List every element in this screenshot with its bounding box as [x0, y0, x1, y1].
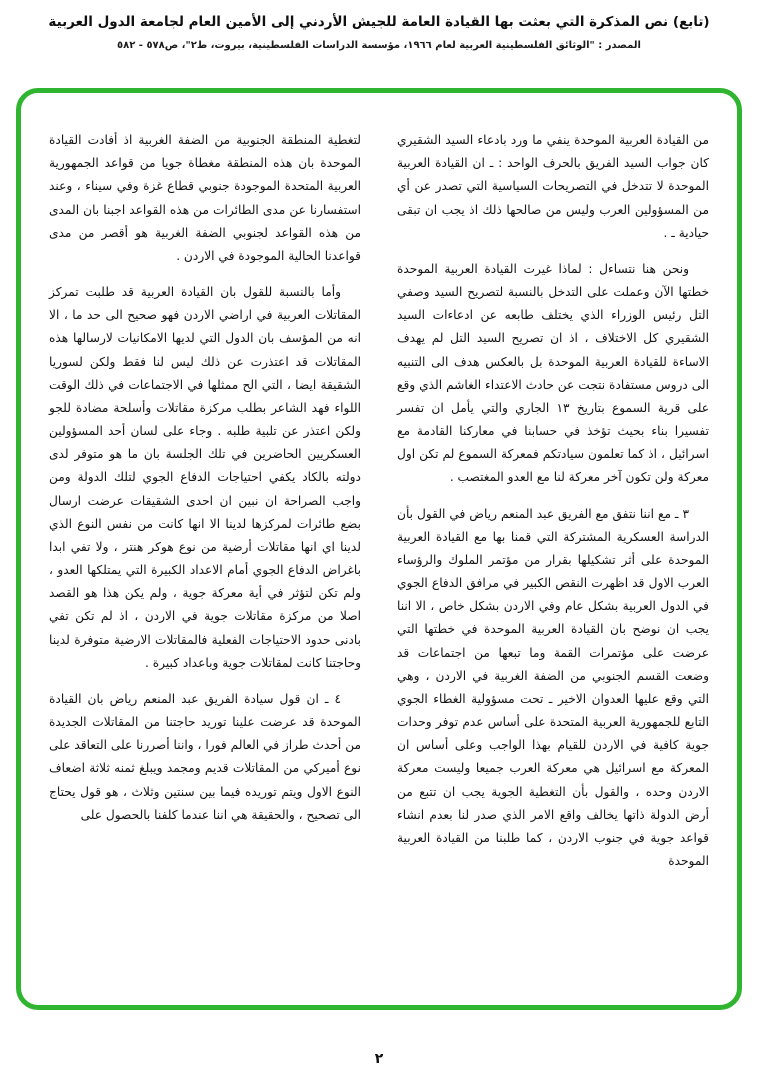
- text-columns: [21, 93, 737, 1005]
- paragraph-continuation: لتغطية المنطقة الجنوبية من الضفة الغربية اذ أفادت القيادة الموحدة بان هذه المنطقة مغطاة جويا من قواعد الجمهورية العربية المتحدة الموجودة جنوبي قطاع غزة وفي سيناء ، وعند استفسارنا عن مدى الطائرات من هذه القواعد اجبنا بان المدى من هذه القواعد لجنوبي الضفة الغربية هو أقصر من مدى قواعدنا الحالية الموجودة في الاردن .: [49, 133, 361, 263]
- paragraph: وأما بالنسبة للقول بان القيادة العربية قد طلبت تمركز المقاتلات العربية في اراضي الاردن فهو صحيح الى حد ما ، الا انه من المؤسف بان الدول التي لديها الامكانيات لارسالها هذه المقاتلات قد اعتذرت عن ذلك ليس لنا فقط ولكن لسوريا الشقيقة ايضا ، التي الح ممثلها في الاجتماعات في ذلك الوقت اللواء فهد الشاعر بطلب مركزة مقاتلات وأسلحة مضادة للجو ولكن اعتذر عن تلبية طلبه . وجاء على لسان أحد المسؤولين العسكريين الحاضرين في تلك الجلسة بان ما هو متوفر لدى دولته بالكاد يكفي احتياجات الدفاع الجوي لتلك الدولة ومن واجب الصراحة ان نبين ان احدى الشقيقات عرضت ارسال بضع طائرات لمركزها لدينا الا انها كانت من نفس النوع الذي لدينا اي انها مقاتلات أرضية من نوع هوكر هنتر ، ولا تفي ابدا باغراض الدفاع الجوي أمام الاعداد الكبيرة التي يمتلكها العدو ، ولم تكن لتؤثر في أية معركة جوية ، ولم يكن هذا هو القصد اصلا من مركزة مقاتلات جوية في الاردن ، اذ لم تكن تفي بادنى حدود الاحتياجات الفعلية فالمقاتلات الارضية متوفرة لدينا وحاجتنا كانت لمقاتلات جوية وباعداد كبيرة .: [49, 285, 361, 670]
- right-column: [397, 129, 709, 975]
- document-header: [0, 0, 758, 51]
- left-column: [49, 129, 361, 975]
- paragraph-item-3: ٣ ـ مع اننا نتفق مع الفريق عبد المنعم رياض في القول بأن الدراسة العسكرية المشتركة التي قمنا بها مع القيادة العربية الموحدة على أثر تشكيلها بقرار من مؤتمر الملوك والرؤساء العرب الاول قد اظهرت النقص الكبير في مرافق الدفاع الجوي في الدول العربية بشكل عام وفي الاردن بشكل خاص ، الا اننا يجب ان نوضح بان القيادة العربية الموحدة في خطتها التي عرضت على مؤتمرات القمة وما تبعها من اجتماعات قد وضعت القسم الجنوبي من الضفة الغربية في الاردن ، وهي التي وقع عليها العدوان الاخير ـ تحت مسؤولية الغطاء الجوي التابع للجمهورية العربية المتحدة على أساس عدم توفر وحدات جوية كافية في الاردن للقيام بهذا الواجب وعلى أساس ان المعركة مع اسرائيل هي معركة العرب جميعا وليست معركة الاردن وحده ، والقول بأن التغطية الجوية يجب ان تتبع من أرض الدولة ذاتها يخالف واقع الامر الذي صدر لنا بعدم انشاء قواعد جوية في جنوب الاردن ، كما طلبنا من القيادة العربية الموحدة: [397, 506, 709, 869]
- source-line: المصدر : "الوثائق الفلسطينية العربية لعام ١٩٦٦، مؤسسة الدراسات الفلسطينية، بيروت، ط٢"، ص٥٧٨ - ٥٨٢: [117, 39, 641, 51]
- green-border-frame: [16, 88, 742, 1010]
- page-footer: [0, 1048, 758, 1067]
- page-number: ٢: [374, 1051, 384, 1067]
- document-title: (تابع) نص المذكرة التي بعثت بها القيادة العامة للجيش الأردني إلى الأمين العام لجامعة الدول العربية: [48, 14, 710, 30]
- paragraph-continuation: من القيادة العربية الموحدة ينفي ما ورد بادعاء السيد الشقيري كان جواب السيد الفريق بالحرف الواحد : ـ ان القيادة العربية الموحدة لا تتدخل في التصريحات السياسية التي تصدر عن أي من المسؤولين العرب وليس من صالحها ذلك اذ يجب ان تبقى حيادية ـ .: [397, 133, 709, 240]
- paragraph-item-4: ٤ ـ ان قول سيادة الفريق عبد المنعم رياض بان القيادة الموحدة قد عرضت علينا توريد حاجتنا من المقاتلات الجديدة من أحدث طراز في العالم فورا ، واننا أصررنا على التعاقد على نوع أميركي من المقاتلات قديم ومجمد ويبلغ ثمنه ثلاثة اضعاف النوع الاول ويتم توريده فيما بين سنتين وثلاث ، هو قول يحتاج الى تصحيح ، والحقيقة هي اننا عندما كلفنا بالحصول على: [49, 691, 361, 822]
- paragraph: ونحن هنا نتساءل : لماذا غيرت القيادة العربية الموحدة خطتها الآن وعملت على التدخل بالنسبة لتصريح السيد وصفي التل رئيس الوزراء الذي يختلف طابعه عن ادعاءات السيد الشقيري كل الاختلاف ، اذ ان تصريح السيد التل لم يهدف الاساءة للقيادة العربية الموحدة بل بالعكس هدف الى التنبيه الى دروس مستفادة نتجت عن حادث الاعتداء الغاشم الذي وقع على قرية السموع بتاريخ ١٣ الجاري والتي يأمل ان تفسر تفسيرا بناء بحيث تؤخذ في حسابنا في معاركنا القادمة مع اسرائيل ، اذ كما تعلمون سيادتكم فمعركة السموع لم تكن اول معركة ولن تكون آخر معركة لنا مع العدو المغتصب .: [397, 261, 709, 485]
